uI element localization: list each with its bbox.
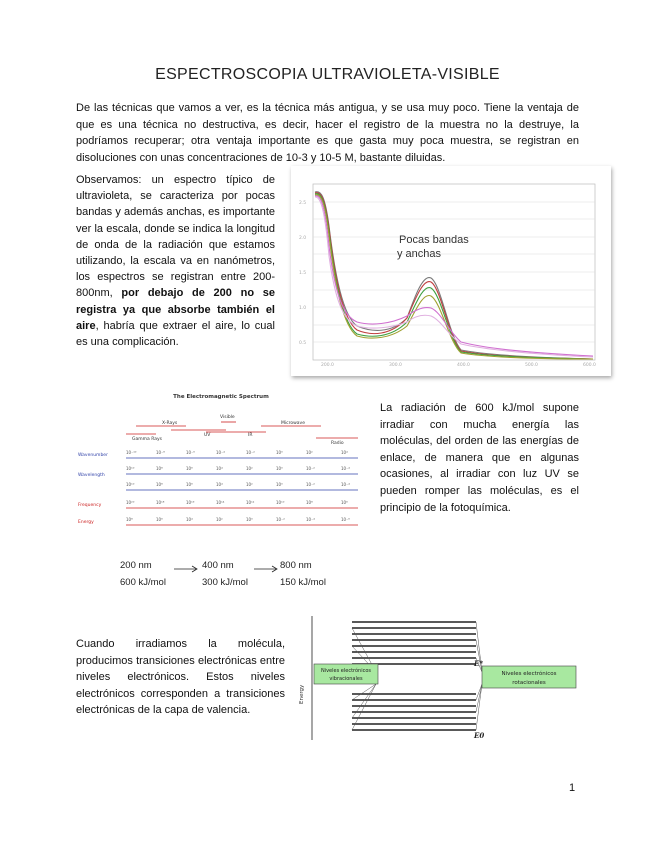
- rotational-box-label-2: vibracionales: [329, 676, 363, 682]
- svg-text:10⁻⁴: 10⁻⁴: [306, 517, 315, 522]
- spectrum-annotation-1: Pocas bandas: [399, 234, 469, 246]
- svg-text:10⁴: 10⁴: [186, 517, 193, 522]
- svg-text:10⁻⁶: 10⁻⁶: [186, 450, 195, 455]
- svg-text:10⁻⁸: 10⁻⁸: [156, 450, 165, 455]
- energy-200nm: 200 nm: [120, 560, 152, 571]
- svg-text:10¹⁶: 10¹⁶: [186, 500, 195, 505]
- svg-text:10⁰: 10⁰: [246, 517, 253, 522]
- svg-text:2.5: 2.5: [299, 201, 307, 206]
- energy-800nm: 800 nm: [280, 560, 312, 571]
- svg-text:10⁻⁶: 10⁻⁶: [341, 517, 350, 522]
- svg-text:10⁴: 10⁴: [216, 482, 223, 487]
- svg-text:10⁴: 10⁴: [216, 466, 223, 471]
- svg-text:300.0: 300.0: [389, 363, 402, 368]
- region-visible: Visible: [220, 415, 235, 420]
- region-arrows: [126, 422, 358, 438]
- arrow-icon-1: [172, 563, 200, 575]
- svg-text:10⁸: 10⁸: [156, 466, 163, 471]
- svg-text:10⁻²: 10⁻²: [246, 450, 255, 455]
- observamos-paragraph: [76, 172, 275, 350]
- scale-tick-values: [126, 450, 350, 522]
- svg-text:10¹²: 10¹²: [246, 500, 255, 505]
- energy-axis-label: Energy: [299, 684, 305, 704]
- svg-text:600.0: 600.0: [583, 363, 596, 368]
- svg-text:10¹⁰: 10¹⁰: [276, 500, 285, 505]
- observamos-bold: por debajo de 200 no se registra ya que absorbe también el aire: [76, 287, 275, 332]
- svg-text:10⁻⁴: 10⁻⁴: [341, 466, 350, 471]
- uv-spectrum-svg: [291, 166, 611, 376]
- svg-text:10⁻⁴: 10⁻⁴: [216, 450, 225, 455]
- svg-text:10⁶: 10⁶: [156, 517, 163, 522]
- cuando-paragraph: Cuando irradiamos la molécula, producimos transiciones electrónicas entre niveles electrónicos. Estos niveles electrónicos corresponden a transiciones electrónicas de la capa de valencia.: [76, 638, 285, 717]
- upper-level-label: E*: [474, 659, 483, 668]
- svg-text:10⁸: 10⁸: [306, 500, 313, 505]
- svg-text:10⁴: 10⁴: [341, 450, 348, 455]
- energy-300kj: 300 kJ/mol: [202, 577, 248, 588]
- svg-text:10⁻⁴: 10⁻⁴: [341, 482, 350, 487]
- region-uv: UV: [204, 433, 211, 438]
- energy-150kj: 150 kJ/mol: [280, 577, 326, 588]
- svg-text:10⁻²: 10⁻²: [306, 466, 315, 471]
- spectrum-lines: [315, 192, 593, 359]
- svg-text:10¹⁰: 10¹⁰: [126, 466, 135, 471]
- lower-levels: [352, 694, 476, 730]
- energy-400nm: 400 nm: [202, 560, 234, 571]
- upper-levels: [352, 622, 476, 664]
- region-microwave: Microwave: [281, 421, 305, 426]
- svg-text:10⁶: 10⁶: [186, 482, 193, 487]
- svg-text:10²: 10²: [216, 517, 223, 522]
- svg-text:1.5: 1.5: [299, 271, 307, 276]
- spectrum-annotation-2: y anchas: [397, 248, 442, 260]
- svg-text:10²: 10²: [246, 466, 253, 471]
- svg-text:500.0: 500.0: [525, 363, 538, 368]
- row-wavenumber: Wavenumber: [78, 453, 108, 458]
- lower-level-label: E0: [474, 731, 485, 740]
- spectrum-line-6: [315, 197, 593, 357]
- page-number: 1: [569, 782, 576, 794]
- rotational-box-label-1: Niveles electrónicos: [320, 668, 372, 674]
- svg-text:10²: 10²: [306, 450, 313, 455]
- svg-text:10¹⁰: 10¹⁰: [126, 482, 135, 487]
- row-wavelength: Wavelength: [78, 473, 105, 478]
- vibrational-box-label-1: Niveles electrónicos: [501, 671, 557, 677]
- arrow-icon-2: [252, 563, 280, 575]
- svg-text:10⁸: 10⁸: [156, 482, 163, 487]
- intro-paragraph: De las técnicas que vamos a ver, es la técnica más antigua, y se usa muy poco. Tiene la ventaja de que es una técnica no destructiva, es decir, hacer el registro de la muestra no la destruye, la podríamos recuperar; otra ventaja importante es que gasta muy poca muestra, se registran en disoluciones con unas concentraciones de 10-3 y 10-5 M, bastante diluidas.: [76, 102, 579, 164]
- svg-text:10¹⁸: 10¹⁸: [156, 500, 165, 505]
- svg-text:10⁰: 10⁰: [276, 482, 283, 487]
- observamos-text-1: Observamos: un espectro típico de ultravioleta, se caracteriza por pocas bandas y además anchas, es importante ver la escala, donde se indica la longitud de onda de la radiación que estamos utilizando, la escala va en nanómetros, los espectros se registran entre 200-800nm,: [76, 174, 275, 300]
- svg-text:10⁶: 10⁶: [341, 500, 348, 505]
- svg-text:10⁻²: 10⁻²: [306, 482, 315, 487]
- region-gamma: Gamma Rays: [132, 437, 162, 442]
- svg-text:10⁰: 10⁰: [276, 466, 283, 471]
- observamos-text-2: , habría que extraer el aire, lo cual es una complicación.: [76, 319, 275, 349]
- page-title: ESPECTROSCOPIA ULTRAVIOLETA-VISIBLE: [155, 66, 500, 83]
- svg-text:10⁻²: 10⁻²: [276, 517, 285, 522]
- svg-text:10⁸: 10⁸: [126, 517, 133, 522]
- svg-text:10²: 10²: [246, 482, 253, 487]
- svg-text:10⁻¹⁰: 10⁻¹⁰: [126, 450, 137, 455]
- tick-labels: [299, 200, 596, 368]
- svg-text:200.0: 200.0: [321, 363, 334, 368]
- vibrational-box-label-2: rotacionales: [512, 680, 546, 686]
- svg-text:400.0: 400.0: [457, 363, 470, 368]
- svg-text:10⁰: 10⁰: [276, 450, 283, 455]
- svg-text:10²⁰: 10²⁰: [126, 500, 135, 505]
- svg-text:0.5: 0.5: [299, 341, 307, 346]
- spectrum-line-5: [315, 196, 593, 356]
- svg-text:2.0: 2.0: [299, 236, 307, 241]
- uv-spectrum-figure: [291, 166, 611, 376]
- radiacion-paragraph: La radiación de 600 kJ/mol supone irradiar con mucha energía las moléculas, del orden de las energías de enlace, de manera que en algunas ocasiones, al irradiar con luz UV se pueden romper las moléculas, es el principio de la fotoquímica.: [380, 402, 579, 514]
- region-ir: IR: [248, 433, 253, 438]
- region-radio: Radio: [331, 441, 344, 446]
- row-frequency: Frequency: [78, 503, 102, 508]
- svg-text:10⁶: 10⁶: [186, 466, 193, 471]
- em-spectrum-figure: [76, 390, 366, 540]
- region-xrays: X-Rays: [162, 421, 178, 426]
- svg-text:1.0: 1.0: [299, 306, 307, 311]
- row-energy: Energy: [78, 520, 94, 525]
- svg-text:10¹⁴: 10¹⁴: [216, 500, 225, 505]
- em-spectrum-title: The Electromagnetic Spectrum: [173, 394, 269, 400]
- energy-600kj: 600 kJ/mol: [120, 577, 166, 588]
- energy-levels-diagram: [296, 614, 586, 744]
